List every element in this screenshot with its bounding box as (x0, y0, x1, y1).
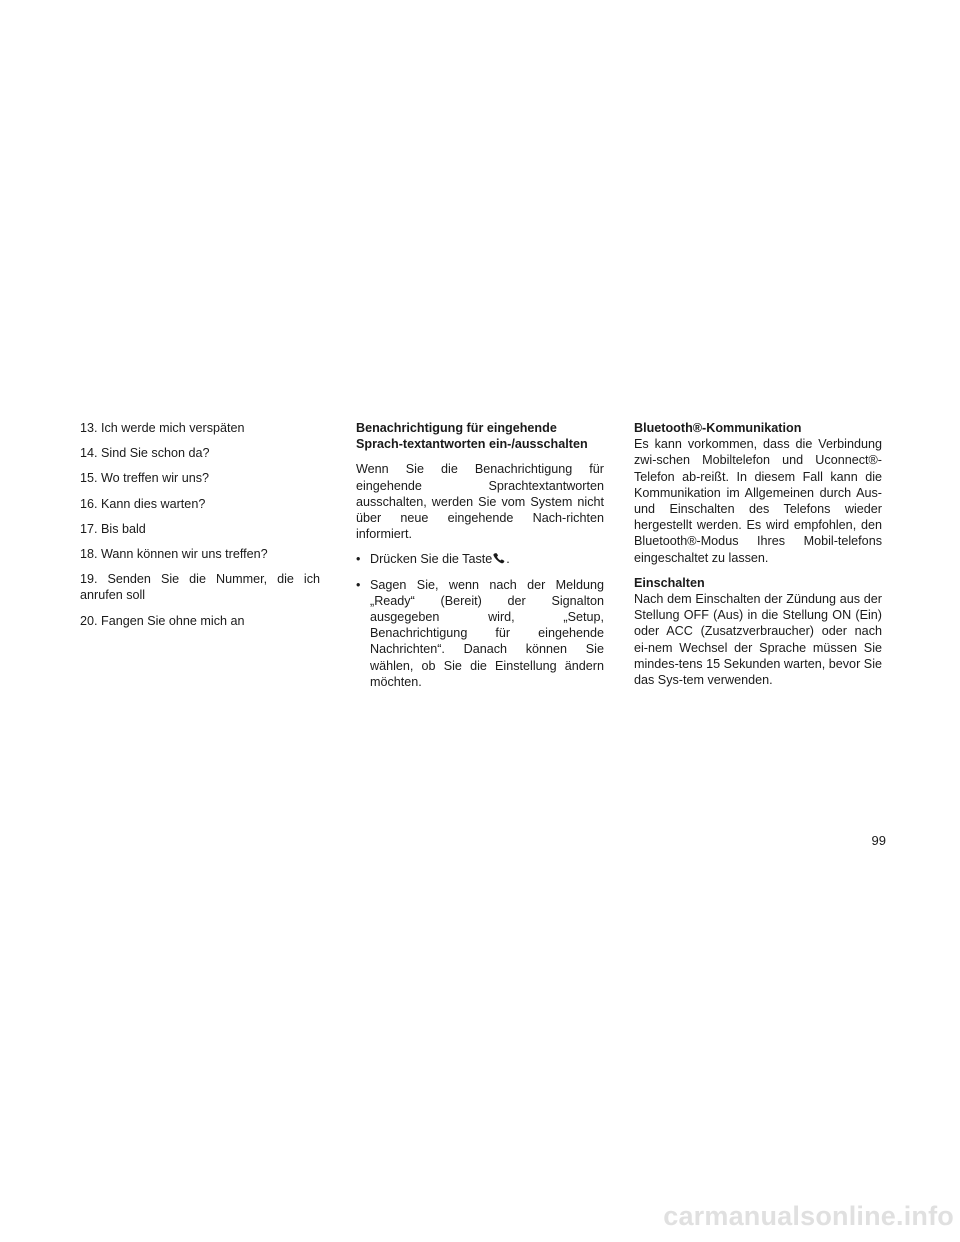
bluetooth-section (634, 420, 882, 697)
list-item-15: 15. Wo treffen wir uns? (80, 471, 210, 486)
instruction-text: Sagen Sie, wenn nach der Meldung „Ready“ (Bereit) der Signalton ausgegeben wird, „Setup, Benachrichtigung für eingehende Nachrichten“. Danach können Sie wählen, ob Sie die Einstellung ändern möchten. (370, 577, 604, 689)
list-item-18: 18. Wann können wir uns treffen? (80, 547, 268, 562)
bullet-dot: • (356, 577, 361, 592)
list-item-14: 14. Sind Sie schon da? (80, 446, 210, 461)
notification-paragraph: Wenn Sie die Benachrichtigung für eingehende Sprachtextantworten ausschalten, werden Sie vom System nicht über neue eingehende Nach-richten informiert. (356, 462, 604, 542)
numbered-list-column (80, 420, 320, 638)
instruction-text: Drücken Sie die Taste (370, 552, 493, 567)
list-item-13: 13. Ich werde mich verspäten (80, 421, 245, 435)
section-text: Es kann vorkommen, dass die Verbindung zwi-schen Mobiltelefon und Uconnect®-Telefon ab-reißt. In diesem Fall kann die Kommunikation im Allgemeinen durch Aus- und Einschalten des Telefons wieder hergestellt werden. Es wird empfohlen, den Bluetooth®-Modus Ihres Mobil-telefons eingeschaltet zu lassen. (634, 437, 882, 565)
phone-icon (493, 553, 506, 564)
instruction-press-button (356, 551, 604, 567)
list-item-17: 17. Bis bald (80, 521, 146, 536)
list-item-16: 16. Kann dies warten? (80, 496, 206, 511)
section-startup (634, 575, 882, 688)
section-text: Nach dem Einschalten der Zündung aus der Stellung OFF (Aus) in die Stellung ON (Ein) oder ACC (Zusatzverbraucher) oder nach ei-nem Wechsel der Sprache müssen Sie mindes-tens 15 Sekunden warten, bevor Sie das Sys-tem verwenden. (634, 592, 882, 688)
list-item-20: 20. Fangen Sie ohne mich an (80, 613, 245, 628)
section-bluetooth (634, 420, 882, 566)
instruction-punctuation: . (506, 552, 510, 567)
watermark: carmanualsonline.info (663, 1201, 954, 1231)
instruction-list (356, 551, 604, 690)
notification-section (356, 420, 604, 699)
page-number: 99 (871, 833, 886, 848)
instruction-say-command (356, 577, 604, 690)
section-heading: Bluetooth®-Kommunikation (634, 421, 802, 435)
notification-heading: Benachrichtigung für eingehende Sprach-textantworten ein-/ausschalten (356, 421, 588, 452)
section-heading: Einschalten (634, 575, 705, 590)
bullet-dot: • (356, 552, 361, 567)
list-item-19: 19. Senden Sie die Nummer, die ich anrufen soll (80, 572, 320, 603)
